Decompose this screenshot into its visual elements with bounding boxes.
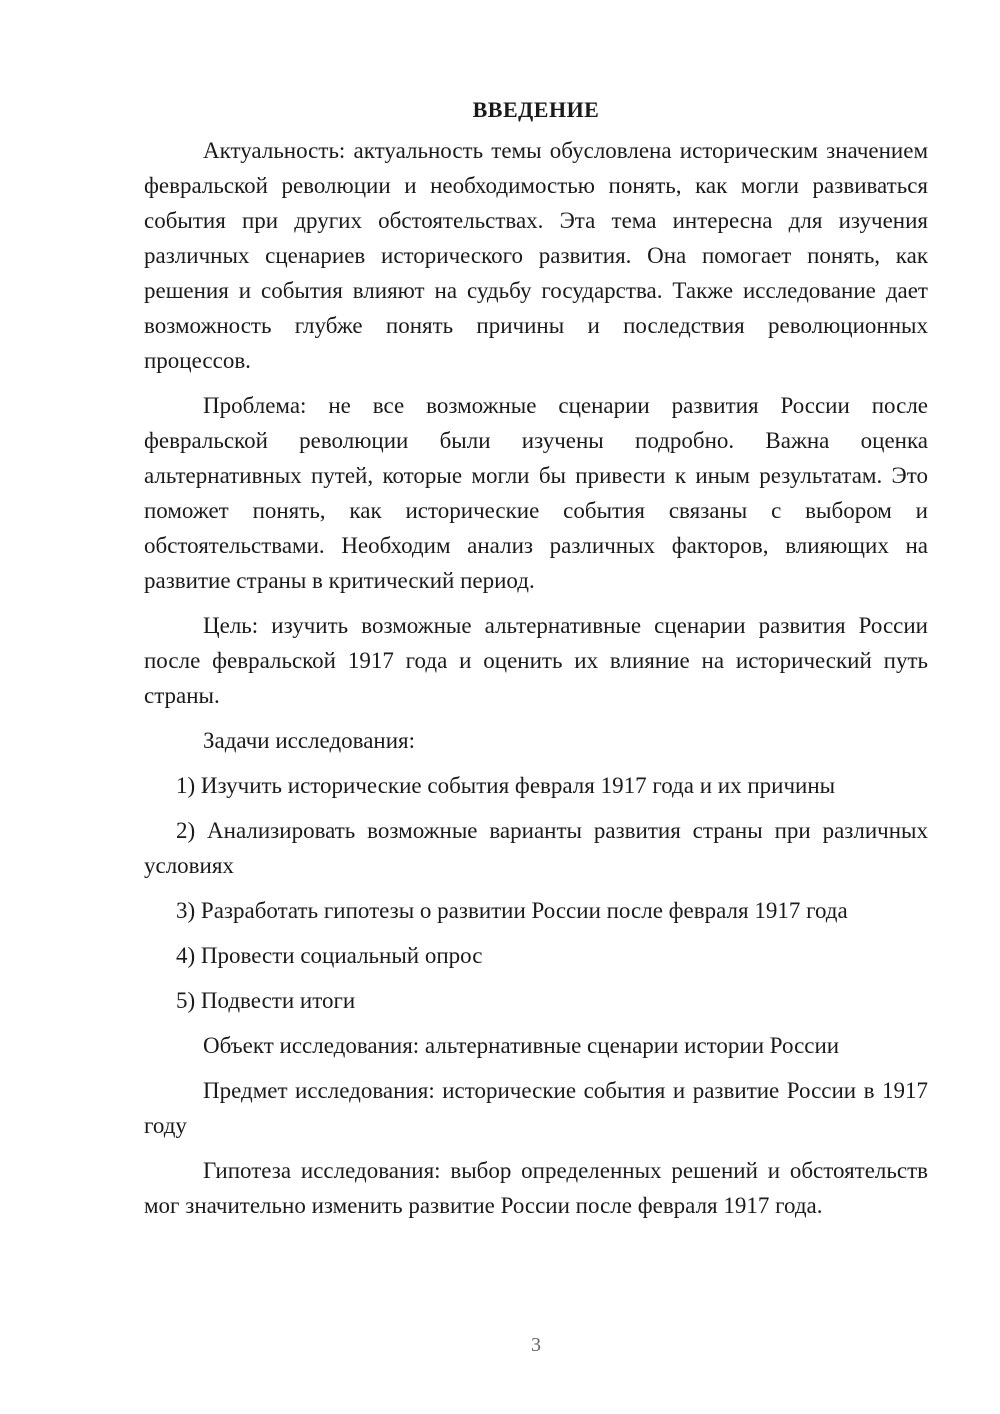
task-item-2: 2) Анализировать возможные варианты развития страны при различных условиях xyxy=(144,818,928,878)
problem-paragraph: Проблема: не все возможные сценарии развития России после февральской революции были изучены подробно. Важна оценка альтернативных путей, которые могли бы привести к иным результатам. Это поможет понять, как исторические события связаны с выбором и обстоятельствами. Необходим анализ различных факторов, влияющих на развитие страны в критический период. xyxy=(144,393,928,593)
task-item-3: 3) Разработать гипотезы о развитии России после февраля 1917 года xyxy=(176,898,848,923)
task-item-4: 4) Провести социальный опрос xyxy=(176,943,483,968)
page-content xyxy=(144,92,928,1233)
page-number: 3 xyxy=(531,1334,541,1356)
page-title: ВВЕДЕНИЕ xyxy=(472,97,600,122)
tasks-heading: Задачи исследования: xyxy=(203,728,416,753)
goal-paragraph: Цель: изучить возможные альтернативные сценарии развития России после февральской 1917 года и оценить их влияние на исторический путь страны. xyxy=(144,613,928,708)
task-item-5: 5) Подвести итоги xyxy=(176,988,356,1013)
hypothesis-paragraph: Гипотеза исследования: выбор определенных решений и обстоятельств мог значительно изменить развитие России после февраля 1917 года. xyxy=(144,1158,928,1218)
object-paragraph: Объект исследования: альтернативные сценарии истории России xyxy=(203,1033,840,1058)
relevance-paragraph: Актуальность: актуальность темы обусловлена историческим значением февральской революции и необходимостью понять, как могли развиваться события при других обстоятельствах. Эта тема интересна для изучения различных сценариев исторического развития. Она помогает понять, как решения и события влияют на судьбу государства. Также исследование дает возможность глубже понять причины и последствия революционных процессов. xyxy=(144,138,928,373)
task-item-1: 1) Изучить исторические события февраля 1917 года и их причины xyxy=(176,773,836,798)
subject-paragraph: Предмет исследования: исторические события и развитие России в 1917 году xyxy=(144,1078,928,1138)
